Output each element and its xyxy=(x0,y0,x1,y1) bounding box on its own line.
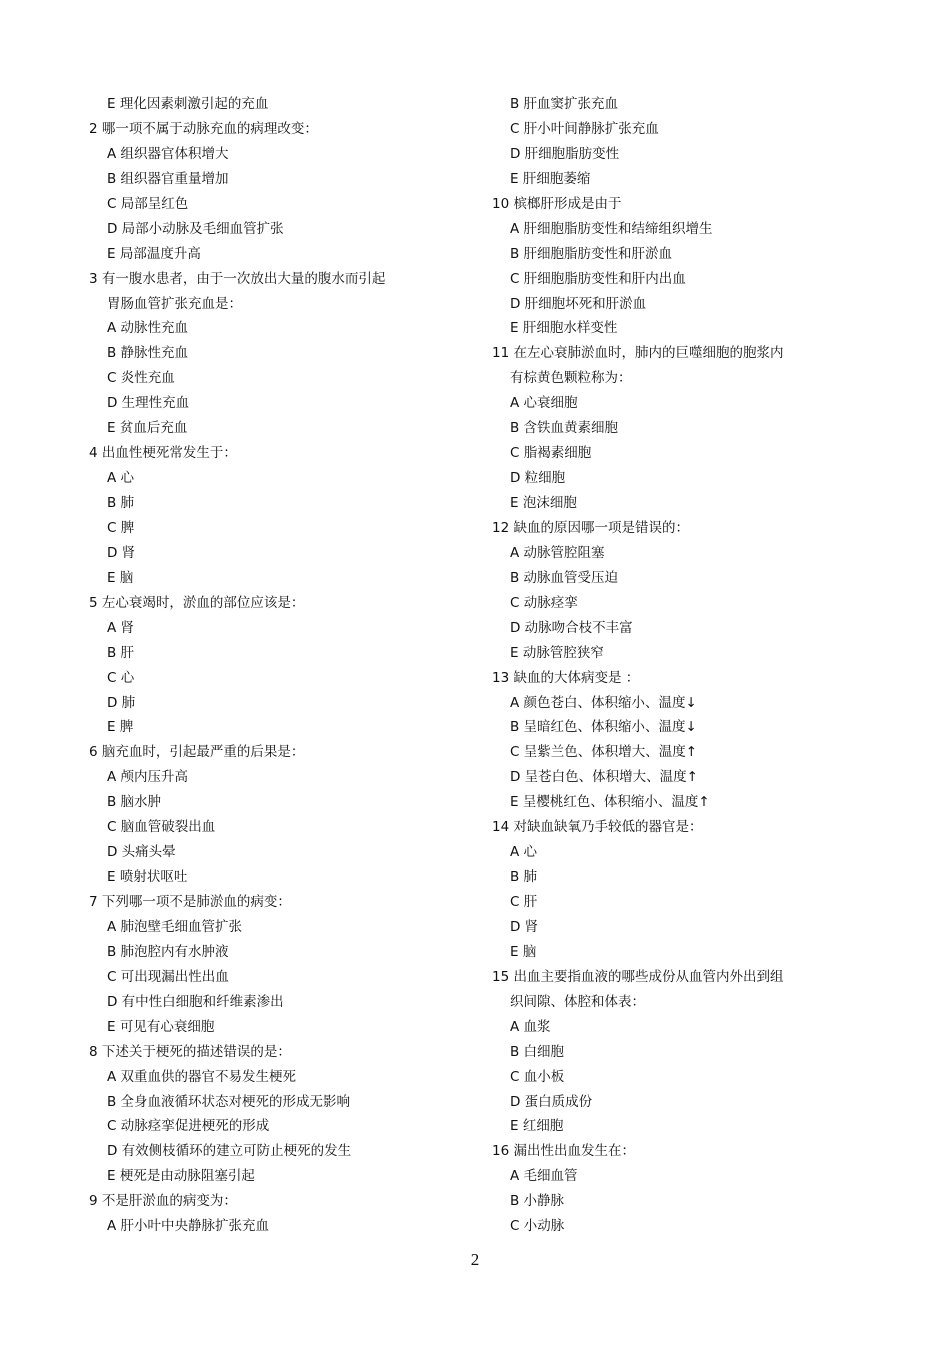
option-line: D 粒细胞 xyxy=(510,470,566,487)
option-line: C 炎性充血 xyxy=(107,370,175,387)
option-line: E 肝细胞萎缩 xyxy=(510,170,591,187)
option-line: A 颅内压升高 xyxy=(107,769,189,786)
question-line: 3 有一腹水患者，由于一次放出大量的腹水而引起 xyxy=(89,270,386,287)
option-line: E 红细胞 xyxy=(510,1118,564,1135)
option-line: A 颜色苍白、体积缩小、温度↓ xyxy=(510,694,697,711)
option-line: B 脑水肿 xyxy=(107,794,162,811)
option-line: A 肾 xyxy=(107,619,135,636)
option-line: C 脂褐素细胞 xyxy=(510,445,592,462)
option-line: C 动脉痉挛 xyxy=(510,594,578,611)
option-line: D 蛋白质成份 xyxy=(510,1093,593,1110)
option-line: C 小动脉 xyxy=(510,1218,565,1235)
option-line: E 肝细胞水样变性 xyxy=(510,320,618,337)
option-line: C 局部呈红色 xyxy=(107,195,189,212)
option-line: B 呈暗红色、体积缩小、温度↓ xyxy=(510,719,697,736)
question-line: 2 哪一项不属于动脉充血的病理改变： xyxy=(89,120,318,137)
question-line: 13 缺血的大体病变是 ： xyxy=(492,669,640,686)
question-line: 8 下述关于梗死的描述错误的是： xyxy=(89,1043,291,1060)
option-line: B 小静脉 xyxy=(510,1193,565,1210)
option-line: A 肺泡壁毛细血管扩张 xyxy=(107,918,243,935)
option-line: D 动脉吻合枝不丰富 xyxy=(510,619,633,636)
option-line: D 头痛头晕 xyxy=(107,844,176,861)
option-line: E 脑 xyxy=(107,569,134,586)
option-line: E 梗死是由动脉阻塞引起 xyxy=(107,1168,255,1185)
question-line: 9 不是肝淤血的病变为： xyxy=(89,1193,237,1210)
option-line: A 双重血供的器官不易发生梗死 xyxy=(107,1068,297,1085)
option-line: D 肝细胞脂肪变性 xyxy=(510,145,620,162)
question-line: 4 出血性梗死常发生于： xyxy=(89,445,237,462)
option-line: E 脾 xyxy=(107,719,134,736)
option-line: E 呈樱桃红色、体积缩小、温度↑ xyxy=(510,794,710,811)
option-line: B 肝 xyxy=(107,644,135,661)
right-column xyxy=(492,92,892,1239)
option-line: E 理化因素刺激引起的充血 xyxy=(107,96,269,112)
option-line: A 毛细血管 xyxy=(510,1168,578,1185)
question-line: 15 出血主要指血液的哪些成份从血管内外出到组 xyxy=(492,968,784,985)
question-line: 14 对缺血缺氧乃手较低的器官是： xyxy=(492,819,703,836)
option-line: A 血浆 xyxy=(510,1018,551,1035)
option-line: B 含铁血黄素细胞 xyxy=(510,420,619,437)
option-line: B 肝细胞脂肪变性和肝淤血 xyxy=(510,245,673,262)
option-line: D 有效侧枝循环的建立可防止梗死的发生 xyxy=(107,1143,352,1160)
question-line: 16 漏出性出血发生在： xyxy=(492,1143,635,1160)
option-line: C 肝细胞脂肪变性和肝内出血 xyxy=(510,270,686,287)
option-line: A 心衰细胞 xyxy=(510,395,578,412)
option-line: E 可见有心衰细胞 xyxy=(107,1018,215,1035)
option-line: E 贫血后充血 xyxy=(107,420,188,437)
option-line: C 心 xyxy=(107,669,135,686)
option-line: B 动脉血管受压迫 xyxy=(510,569,619,586)
option-line: B 白细胞 xyxy=(510,1043,565,1060)
option-line: A 动脉管腔阻塞 xyxy=(510,544,605,561)
option-line: A 组织器官体积增大 xyxy=(107,145,229,162)
option-line: E 局部温度升高 xyxy=(107,245,201,262)
option-line: B 肝血窦扩张充血 xyxy=(510,96,619,112)
option-line: A 心 xyxy=(107,470,135,487)
option-line: A 肝细胞脂肪变性和结缔组织增生 xyxy=(510,220,713,237)
option-line: E 脑 xyxy=(510,943,537,960)
option-line: B 肺 xyxy=(510,869,538,886)
option-line: C 肝小叶间静脉扩张充血 xyxy=(510,120,659,137)
option-line: D 有中性白细胞和纤维素渗出 xyxy=(107,993,284,1010)
question-line: 7 下列哪一项不是肺淤血的病变： xyxy=(89,894,291,910)
option-line: E 泡沫细胞 xyxy=(510,495,577,511)
option-line: D 生理性充血 xyxy=(107,395,190,412)
option-line: D 肝细胞坏死和肝淤血 xyxy=(510,295,647,312)
page-number: 2 xyxy=(470,1250,480,1269)
option-line: B 静脉性充血 xyxy=(107,345,189,362)
question-continuation: 织间隙、体腔和体表： xyxy=(510,993,645,1010)
question-line: 12 缺血的原因哪一项是错误的： xyxy=(492,519,689,536)
option-line: A 肝小叶中央静脉扩张充血 xyxy=(107,1218,270,1235)
option-line: E 动脉管腔狭窄 xyxy=(510,644,604,661)
option-line: D 局部小动脉及毛细血管扩张 xyxy=(107,220,284,237)
option-line: C 肝 xyxy=(510,894,538,910)
option-line: B 组织器官重量增加 xyxy=(107,170,229,187)
question-line: 6 脑充血时，引起最严重的后果是： xyxy=(89,744,305,761)
option-line: C 可出现漏出性出血 xyxy=(107,968,229,985)
left-column xyxy=(89,92,489,1239)
option-line: C 血小板 xyxy=(510,1068,565,1085)
option-line: C 动脉痉挛促进梗死的形成 xyxy=(107,1118,270,1135)
question-continuation: 有棕黄色颗粒称为： xyxy=(510,370,632,387)
option-line: D 肺 xyxy=(107,694,136,711)
question-line: 10 槟榔肝形成是由于 xyxy=(492,195,622,212)
option-line: C 呈紫兰色、体积增大、温度↑ xyxy=(510,744,698,761)
option-line: E 喷射状呕吐 xyxy=(107,869,188,886)
option-line: D 肾 xyxy=(107,544,136,561)
option-line: B 肺 xyxy=(107,495,135,511)
option-line: C 脑血管破裂出血 xyxy=(107,819,216,836)
option-line: D 呈苍白色、体积增大、温度↑ xyxy=(510,769,698,786)
option-line: D 肾 xyxy=(510,918,539,935)
option-line: C 脾 xyxy=(107,519,135,536)
option-line: B 全身血液循环状态对梗死的形成无影响 xyxy=(107,1093,351,1110)
option-line: B 肺泡腔内有水肿液 xyxy=(107,943,229,960)
option-line: A 动脉性充血 xyxy=(107,320,189,337)
question-line: 11 在左心衰肺淤血时，肺内的巨噬细胞的胞浆内 xyxy=(492,345,784,362)
option-line: A 心 xyxy=(510,844,538,861)
question-continuation: 胃肠血管扩张充血是： xyxy=(107,295,242,312)
question-line: 5 左心衰竭时，淤血的部位应该是： xyxy=(89,594,305,611)
